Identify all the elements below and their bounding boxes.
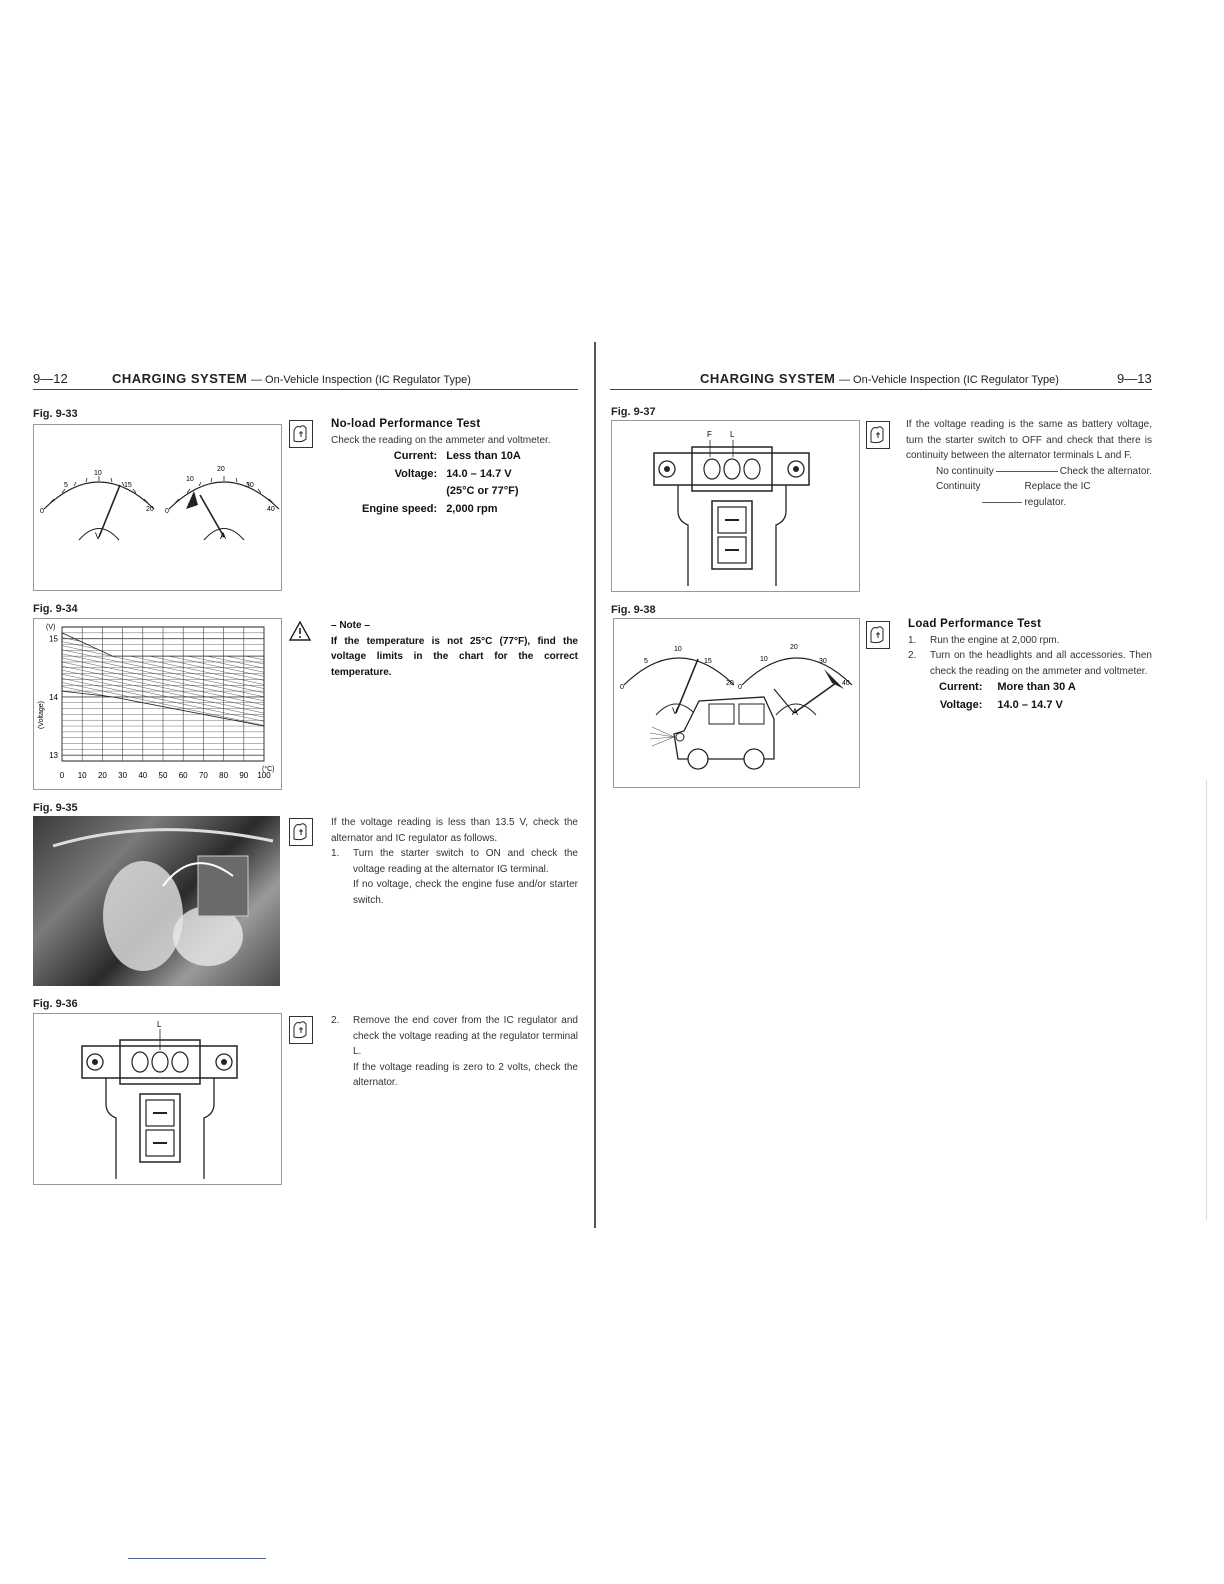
x-tick-label: 50 (158, 771, 168, 780)
step1-subtext: If no voltage, check the engine fuse and/or starter switch. (353, 879, 578, 906)
v-tick-15: 15 (124, 482, 132, 489)
noload-voltage-note: (25°C or 77°F) (446, 485, 519, 497)
note-section (331, 618, 578, 680)
v-tick-0: 0 (620, 684, 624, 691)
noload-speed-key: Engine speed: (362, 502, 438, 515)
y-tick-label: 14 (49, 692, 58, 702)
ammeter (165, 466, 279, 541)
hand-inspect-icon (866, 621, 890, 649)
fig-9-35-label: Fig. 9-35 (33, 802, 78, 814)
v-tick-5: 5 (64, 482, 68, 489)
fig-9-36-label: Fig. 9-36 (33, 998, 78, 1010)
x-tick-label: 70 (198, 771, 208, 780)
left-subsection-title: — On-Vehicle Inspection (IC Regulator Type) (250, 374, 471, 386)
v-tick-20: 20 (146, 506, 154, 513)
noload-current-key: Current: (393, 450, 438, 462)
a-tick-0: 0 (738, 684, 742, 691)
hand-inspect-icon (289, 1016, 313, 1044)
a-tick-20: 20 (217, 466, 225, 473)
vehicle-headlights-illustration (650, 697, 774, 769)
v-tick-10: 10 (94, 470, 102, 477)
fig-9-34-chart (33, 618, 282, 790)
left-header-rule (33, 389, 578, 390)
a-tick-20: 20 (790, 644, 798, 651)
step1-text: Turn the starter switch to ON and check the voltage reading at the alternator IG terminal. (353, 848, 578, 875)
a-tick-10: 10 (760, 656, 768, 663)
v-tick-20: 20 (726, 680, 734, 687)
terminal-f-label: F (707, 430, 712, 439)
load-spec-table (938, 679, 1077, 714)
x-tick-label: 0 (59, 771, 65, 780)
terminal-l-label: L (157, 1020, 162, 1029)
note-body: If the temperature is not 25°C (77°F), find the voltage limits in the chart for the correct temperature. (331, 635, 578, 678)
noload-title: No-load Performance Test (331, 418, 481, 430)
load-current-key: Current: (939, 681, 983, 693)
fig-9-36-regulator (33, 1013, 282, 1185)
load-step1-number: 1. (908, 634, 917, 646)
right-page-edge (1206, 780, 1207, 1220)
step2-subtext: If the voltage reading is zero to 2 volts, check the alternator. (353, 1061, 578, 1088)
x-axis-unit: (°C) (262, 766, 275, 773)
left-page-number: 9—12 (33, 371, 68, 386)
v-tick-15: 15 (704, 658, 712, 665)
continuity-section (906, 417, 1152, 510)
noload-spec-table (361, 448, 522, 518)
load-title: Load Performance Test (908, 618, 1042, 630)
note-title: – Note – (331, 620, 370, 631)
hand-inspect-icon (289, 818, 313, 846)
a-label: A (220, 531, 227, 541)
v-label: V (95, 531, 102, 541)
x-tick-label: 40 (138, 771, 148, 780)
x-tick-label: 60 (178, 771, 188, 780)
right-page-number: 9—13 (1117, 371, 1152, 386)
left-section-title: CHARGING SYSTEM (112, 371, 248, 386)
load-section (908, 617, 1152, 714)
load-step2-number: 2. (908, 650, 917, 661)
y-axis-label: (Voltage) (38, 700, 45, 729)
fig-9-33-meters (33, 424, 282, 591)
x-tick-label: 30 (118, 771, 128, 780)
y-tick-label: 13 (49, 751, 58, 761)
continuity-body: If the voltage reading is the same as battery voltage, turn the starter switch to OFF and check that there is continuity between the alternator terminals L and F. (906, 419, 1152, 461)
a-tick-0: 0 (165, 508, 169, 515)
v-tick-0: 0 (40, 508, 44, 515)
v-label: V (672, 706, 679, 716)
fig-9-37-label: Fig. 9-37 (611, 406, 656, 418)
load-current-value: More than 30 A (997, 681, 1076, 693)
step2-number: 2. (331, 1015, 340, 1026)
continuity-key: Continuity (936, 481, 981, 492)
v-needle (676, 659, 698, 713)
page-gutter (594, 342, 596, 1228)
load-step1-text: Run the engine at 2,000 rpm. (930, 634, 1060, 646)
x-tick-label: 20 (97, 771, 107, 780)
x-tick-label: 90 (239, 771, 249, 780)
noload-current-value: Less than 10A (446, 450, 521, 462)
x-tick-label: 100 (257, 771, 271, 780)
right-subsection-title: — On-Vehicle Inspection (IC Regulator Type) (838, 374, 1059, 386)
fig-9-33-label: Fig. 9-33 (33, 408, 78, 420)
a-tick-10: 10 (186, 476, 194, 483)
voltmeter (40, 470, 154, 541)
load-voltage-value: 14.0 – 14.7 V (997, 698, 1063, 711)
left-running-header (112, 371, 471, 386)
check-intro: If the voltage reading is less than 13.5 V, check the alternator and IC regulator as follows. (331, 817, 578, 844)
noload-voltage-value: 14.0 – 14.7 V (446, 467, 512, 480)
v-tick-10: 10 (674, 646, 682, 653)
noload-speed-value: 2,000 rpm (446, 502, 498, 515)
arrow-icon (824, 669, 844, 689)
x-tick-label: 10 (77, 771, 87, 780)
warning-icon (289, 621, 311, 646)
bottom-link-underline (128, 1558, 266, 1559)
right-header-rule (610, 389, 1152, 390)
y-tick-label: 15 (49, 634, 58, 644)
terminal-l-label: L (730, 430, 735, 439)
a-label: A (792, 707, 799, 717)
a-tick-30: 30 (819, 658, 827, 665)
right-section-title: CHARGING SYSTEM (700, 371, 836, 386)
no-continuity-value: Check the alternator. (1059, 465, 1152, 477)
a-needle (794, 683, 836, 713)
continuity-value: Replace the IC regulator. (1024, 481, 1091, 508)
fig-9-34-label: Fig. 9-34 (33, 603, 78, 615)
a-tick-40: 40 (267, 506, 275, 513)
fig-9-35-photo (33, 816, 280, 986)
noload-body: Check the reading on the ammeter and voltmeter. (331, 434, 551, 446)
fig-9-38-meters-headlights (613, 618, 860, 788)
fig-9-38-label: Fig. 9-38 (611, 604, 656, 616)
voltage-temperature-chart (34, 619, 281, 789)
noload-voltage-key: Voltage: (394, 467, 438, 480)
no-continuity-key: No continuity (936, 465, 994, 477)
a-tick-40: 40 (842, 680, 850, 687)
noload-section (331, 417, 578, 518)
check-section (331, 815, 578, 908)
v-tick-5: 5 (644, 658, 648, 665)
right-running-header (700, 371, 1059, 386)
load-step2-text: Turn on the headlights and all accessories. Then check the reading on the ammeter and voltmeter. (930, 650, 1152, 677)
hand-inspect-icon (866, 421, 890, 449)
a-tick-30: 30 (246, 482, 254, 489)
load-voltage-key: Voltage: (939, 698, 983, 711)
step1-number: 1. (331, 848, 340, 859)
step2-section (331, 1013, 578, 1091)
hand-inspect-icon (289, 420, 313, 448)
fig-9-37-regulator (611, 420, 860, 592)
y-unit-label: (V) (46, 624, 56, 631)
step2-text: Remove the end cover from the IC regulator and check the voltage reading at the regulator terminal L. (353, 1015, 578, 1057)
x-tick-label: 80 (219, 771, 229, 780)
